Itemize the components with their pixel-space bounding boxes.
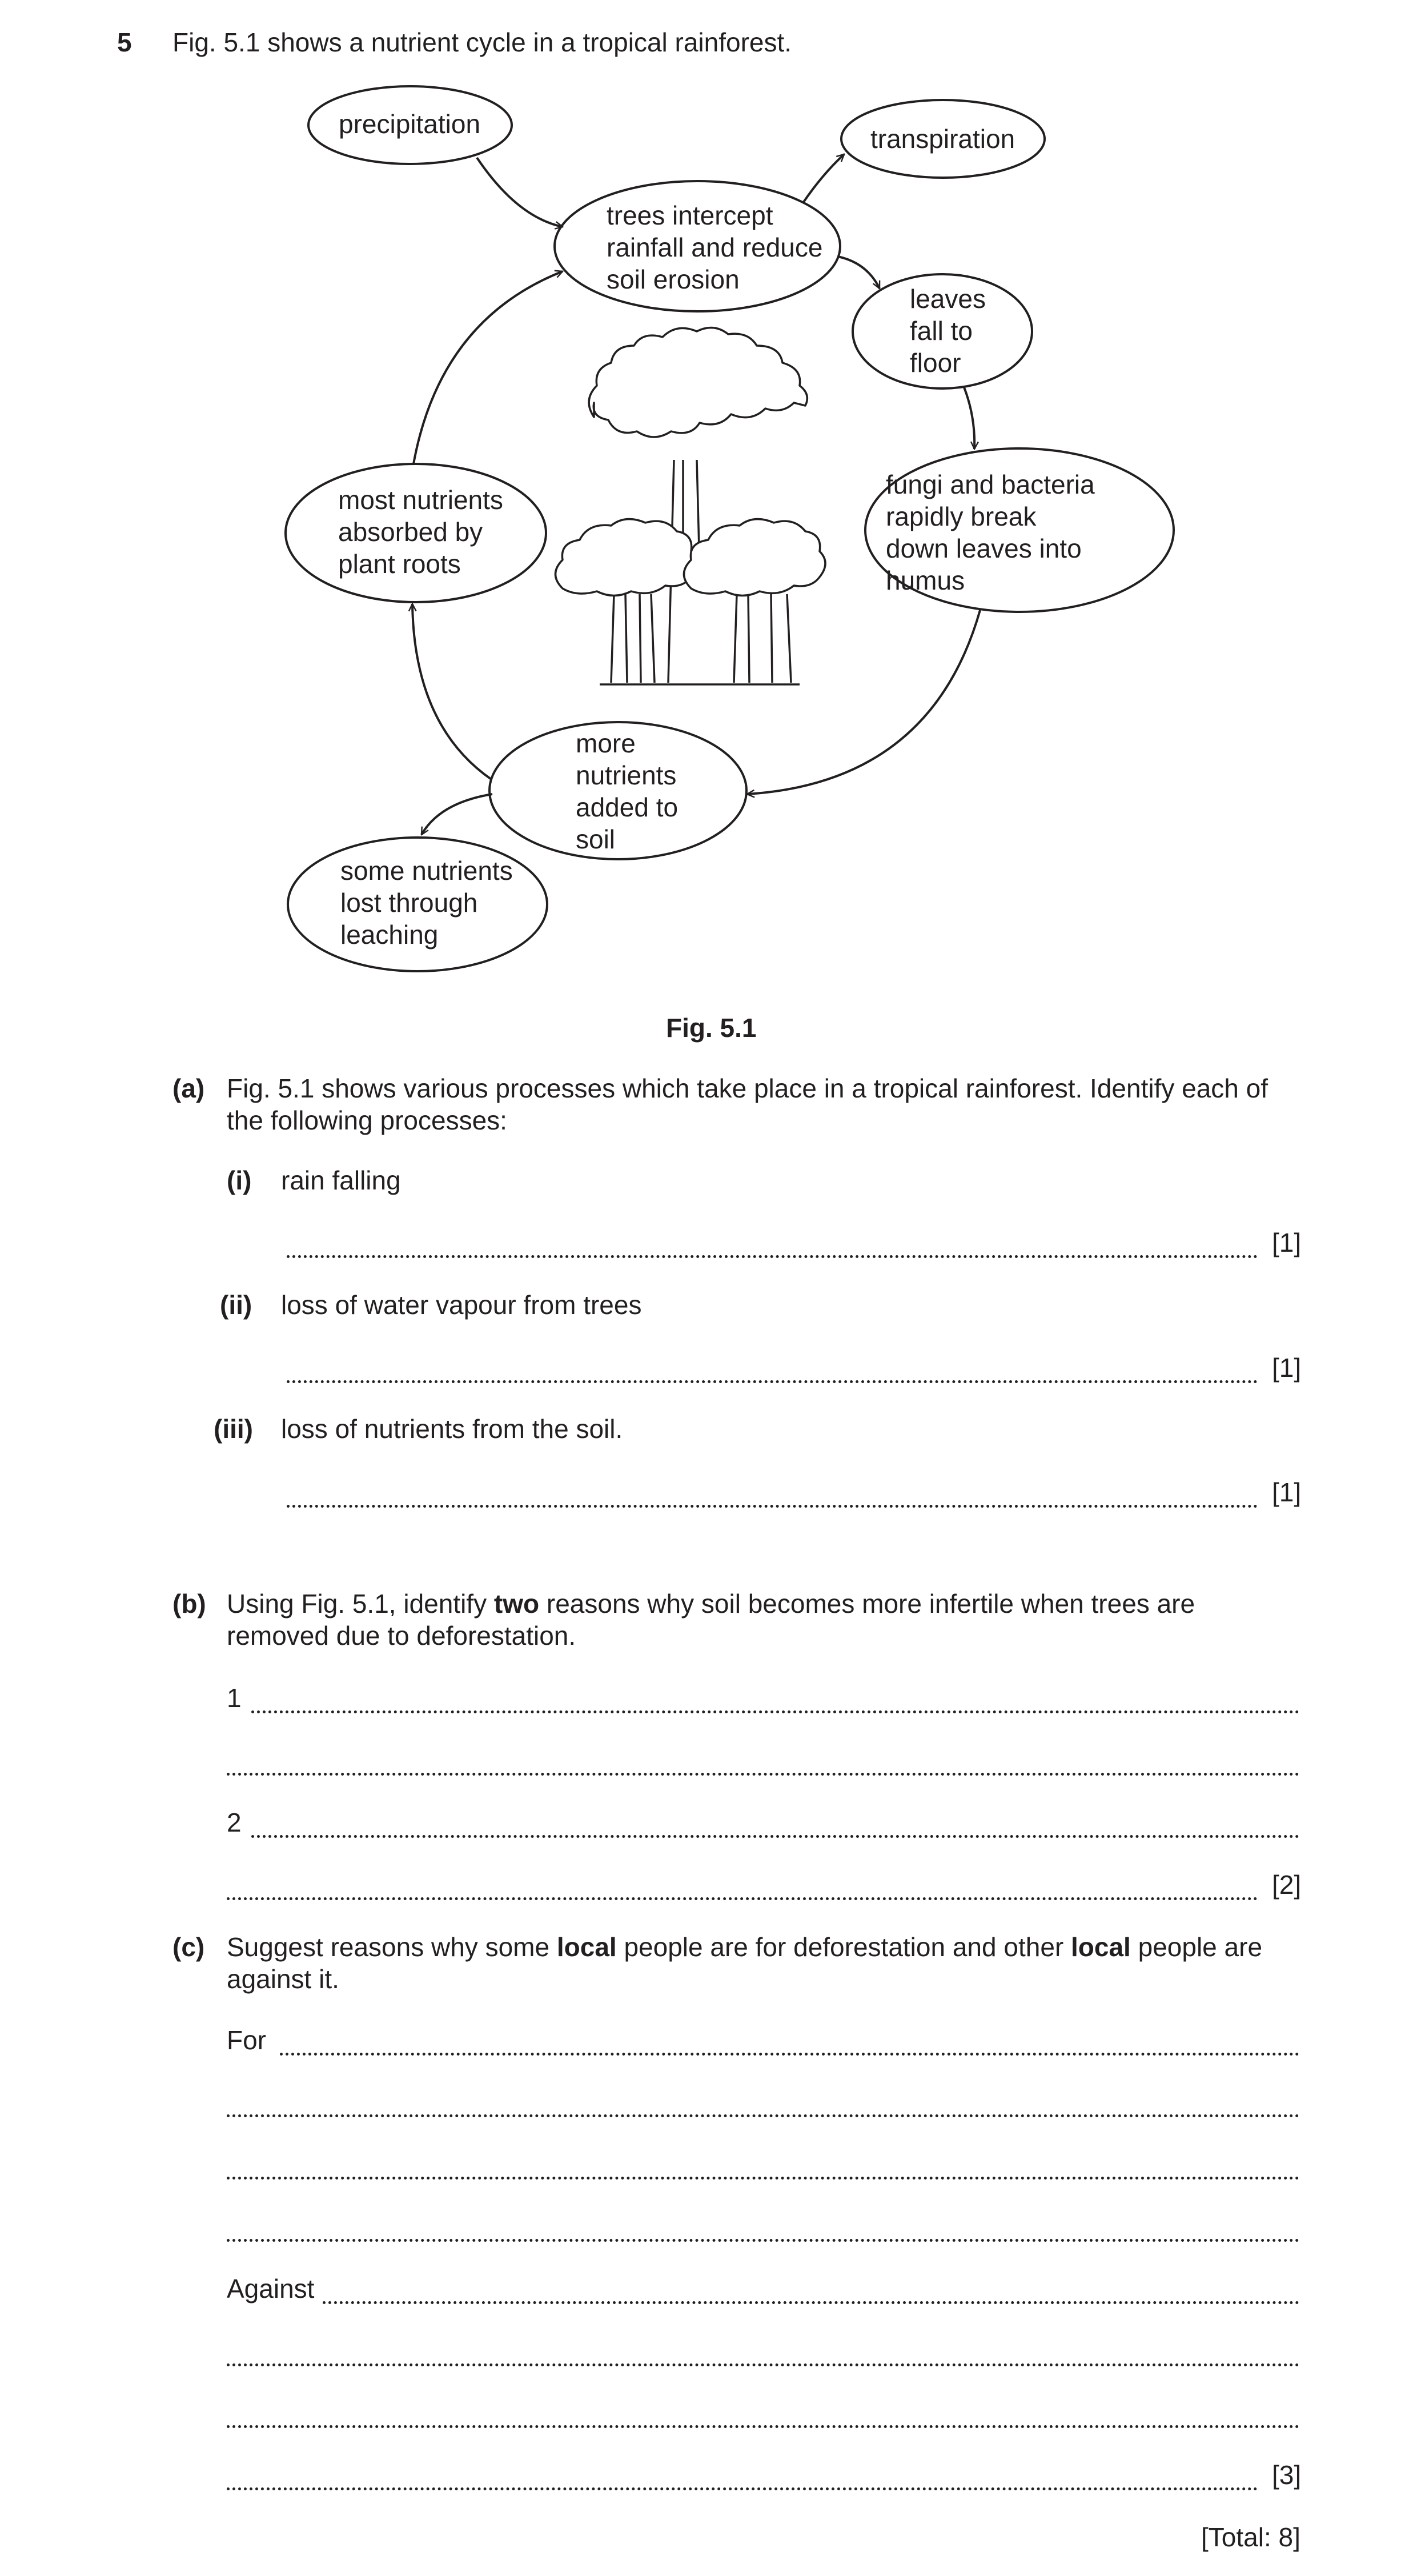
marks-a-iii: [1] — [1272, 1477, 1302, 1507]
answer-line-c-against-4[interactable] — [227, 2487, 1258, 2490]
part-b-label: (b) — [172, 1589, 206, 1618]
total-marks: [Total: 8] — [1201, 2522, 1300, 2552]
label-more-nutrients: more nutrients added to soil — [576, 728, 679, 854]
marks-a-i: [1] — [1272, 1228, 1302, 1257]
answer-line-b-2b[interactable] — [227, 1897, 1258, 1900]
arrow-leaves-to-fungi — [964, 387, 974, 449]
arrow-trees-to-leaves — [838, 257, 880, 289]
answer-line-b-1b[interactable] — [227, 1773, 1299, 1776]
part-a-i-label: (i) — [227, 1165, 252, 1195]
arrow-fungi-to-more-nutrients — [747, 610, 980, 794]
figure-caption: Fig. 5.1 — [666, 1013, 757, 1043]
arrow-more-nutrients-to-roots — [412, 604, 491, 779]
question-number: 5 — [117, 27, 132, 57]
nutrient-cycle-diagram — [0, 0, 1417, 1028]
answer-line-c-against-3[interactable] — [227, 2425, 1299, 2428]
answer-line-b-2a[interactable] — [251, 1835, 1299, 1838]
part-b-line1-label: 1 — [227, 1683, 242, 1713]
rainforest-trees-icon — [556, 328, 826, 684]
label-some-nutrients-lost: some nutrients lost through leaching — [340, 856, 513, 950]
part-a-i-text: rain falling — [281, 1165, 401, 1195]
label-precipitation: precipitation — [339, 109, 481, 139]
part-a-text: Fig. 5.1 shows various processes which take place in a tropical rainforest. Identify each of the following processes: — [227, 1073, 1269, 1135]
part-c-text: Suggest reasons why some local people are for deforestation and other local people are against it. — [227, 1932, 1263, 1994]
marks-a-ii: [1] — [1272, 1353, 1302, 1383]
part-b-line2-label: 2 — [227, 1808, 242, 1837]
part-b-text: Using Fig. 5.1, identify two reasons why soil becomes more infertile when trees are removed due to deforestation. — [227, 1589, 1195, 1650]
answer-line-a-iii[interactable] — [287, 1505, 1258, 1508]
part-a-ii-text: loss of water vapour from trees — [281, 1290, 642, 1320]
against-label: Against — [227, 2274, 315, 2303]
label-transpiration: transpiration — [870, 124, 1015, 154]
part-a-iii-label: (iii) — [214, 1414, 253, 1444]
question-intro: Fig. 5.1 shows a nutrient cycle in a tropical rainforest. — [172, 27, 792, 57]
arrow-precipitation-to-trees — [477, 158, 563, 227]
label-trees-intercept: trees intercept rainfall and reduce soil erosion — [607, 201, 823, 294]
answer-line-c-for-2[interactable] — [227, 2114, 1299, 2117]
answer-line-c-against-1[interactable] — [323, 2301, 1299, 2304]
answer-line-c-for-4[interactable] — [227, 2239, 1299, 2242]
marks-c: [3] — [1272, 2460, 1302, 2490]
label-fungi-bacteria: fungi and bacteria rapidly break down leaves into humus — [886, 470, 1095, 595]
part-a-ii-label: (ii) — [220, 1290, 252, 1320]
label-leaves-fall: leaves fall to floor — [910, 284, 986, 378]
arrow-roots-to-trees — [414, 271, 563, 464]
part-a-iii-text: loss of nutrients from the soil. — [281, 1414, 623, 1444]
answer-line-c-against-2[interactable] — [227, 2363, 1299, 2366]
arrow-trees-to-transpiration — [803, 154, 844, 203]
part-c-label: (c) — [172, 1932, 205, 1962]
answer-line-a-i[interactable] — [287, 1255, 1258, 1258]
marks-b: [2] — [1272, 1870, 1302, 1900]
part-a-label: (a) — [172, 1073, 205, 1103]
arrow-more-nutrients-to-leaching — [422, 794, 492, 835]
label-most-nutrients: most nutrients absorbed by plant roots — [338, 485, 503, 579]
answer-line-c-for-1[interactable] — [280, 2053, 1299, 2056]
answer-line-a-ii[interactable] — [287, 1380, 1258, 1383]
for-label: For — [227, 2025, 266, 2055]
answer-line-b-1a[interactable] — [251, 1710, 1299, 1713]
answer-line-c-for-3[interactable] — [227, 2177, 1299, 2180]
